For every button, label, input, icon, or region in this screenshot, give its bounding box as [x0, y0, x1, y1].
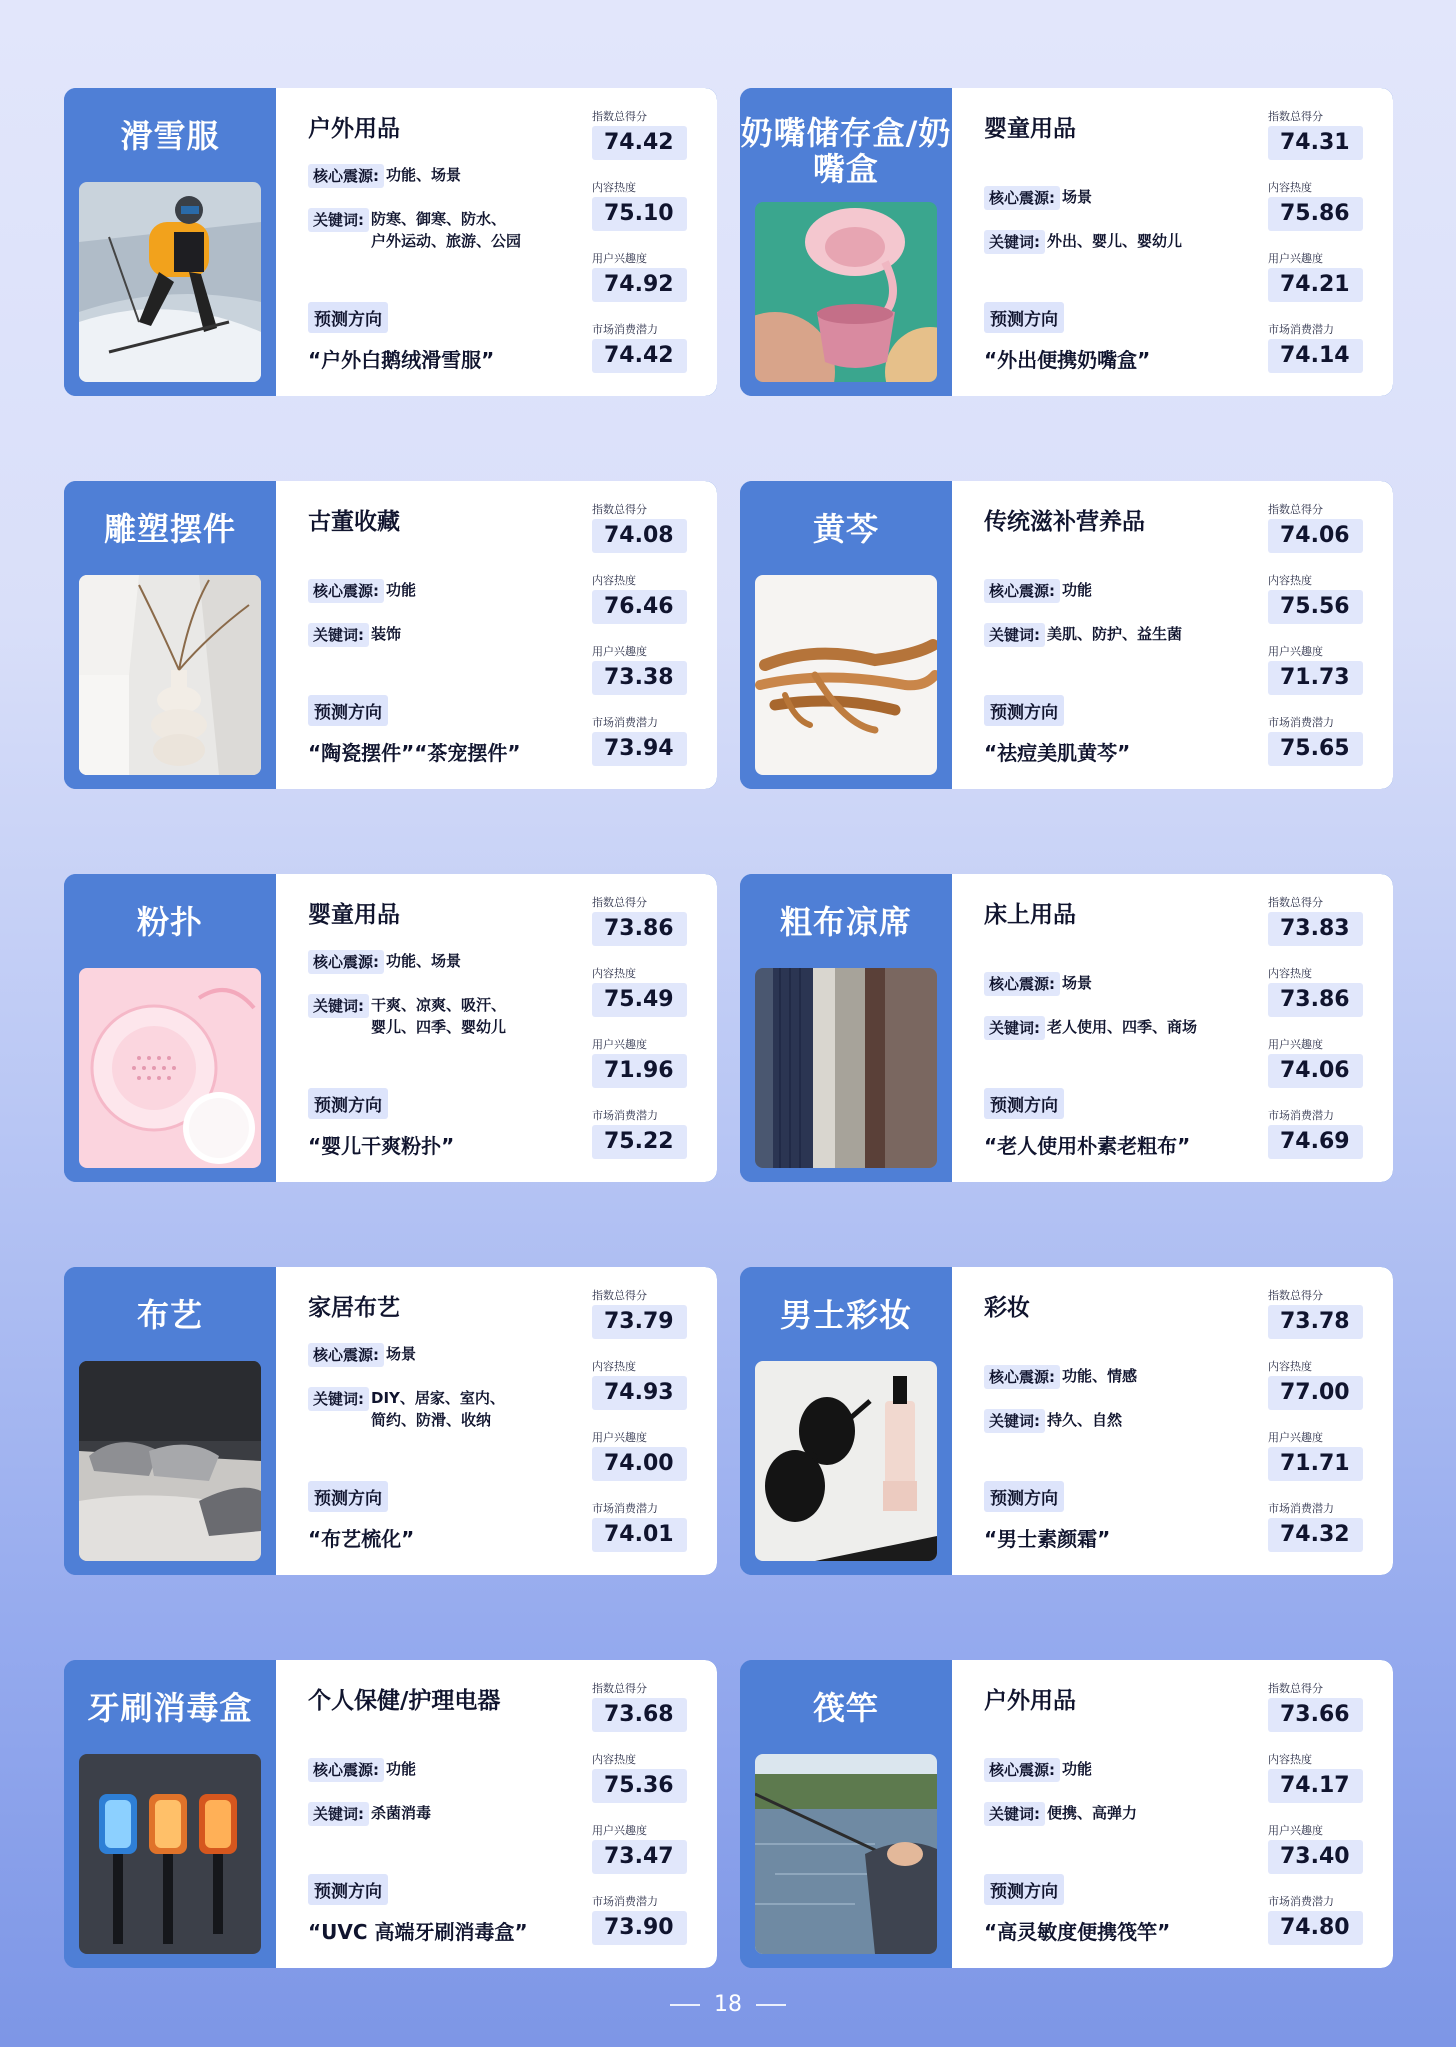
score-total: 74.42 — [592, 126, 687, 160]
score-label-interest: 用户兴趣度 — [1268, 1038, 1323, 1051]
trend-card — [740, 874, 1393, 1182]
score-label-content: 内容热度 — [1268, 1753, 1312, 1766]
industry-name: 古董收藏 — [308, 509, 400, 535]
card-right-panel — [952, 1267, 1393, 1575]
category-title: 布艺 — [136, 1296, 203, 1334]
core-source-row — [308, 164, 461, 188]
prediction-text: “婴儿干爽粉扑” — [308, 1134, 455, 1158]
prediction-label: 预测方向 — [984, 1481, 1064, 1512]
score-label-total: 指数总得分 — [1268, 896, 1323, 909]
keywords-row — [984, 1802, 1137, 1826]
score-label-total: 指数总得分 — [592, 110, 647, 123]
score-user-interest: 73.40 — [1268, 1840, 1363, 1874]
prediction-label: 预测方向 — [308, 1088, 388, 1119]
core-source-tag: 核心震源: — [984, 972, 1060, 996]
category-title: 牙刷消毒盒 — [87, 1689, 253, 1727]
trend-card — [740, 1267, 1393, 1575]
score-label-content: 内容热度 — [592, 1360, 636, 1373]
industry-name: 婴童用品 — [308, 902, 400, 928]
score-user-interest: 73.47 — [592, 1840, 687, 1874]
card-left-panel — [740, 481, 952, 789]
pacifier-box-photo — [755, 202, 937, 382]
vase-photo — [79, 575, 261, 775]
core-source-tag: 核心震源: — [984, 579, 1060, 603]
score-label-total: 指数总得分 — [592, 1289, 647, 1302]
keywords-value: 防寒、御寒、防水、 户外运动、旅游、公园 — [371, 210, 522, 250]
score-column — [1268, 1289, 1378, 1573]
score-total: 74.31 — [1268, 126, 1363, 160]
core-source-value: 场景 — [386, 1345, 417, 1363]
card-right-panel — [276, 1660, 717, 1968]
score-market-potential: 74.42 — [592, 339, 687, 373]
keywords-value: 装饰 — [371, 625, 402, 643]
score-column — [592, 896, 702, 1180]
core-source-row — [984, 1758, 1092, 1782]
prediction-label: 预测方向 — [308, 695, 388, 726]
score-label-market: 市场消费潜力 — [592, 1109, 658, 1122]
trend-card — [64, 874, 717, 1182]
score-label-content: 内容热度 — [592, 1753, 636, 1766]
card-right-panel — [952, 1660, 1393, 1968]
core-source-row — [984, 186, 1092, 210]
industry-name: 床上用品 — [984, 902, 1076, 928]
card-right-panel — [952, 481, 1393, 789]
prediction-label: 预测方向 — [984, 1088, 1064, 1119]
score-label-market: 市场消费潜力 — [592, 716, 658, 729]
trend-card — [64, 1660, 717, 1968]
score-label-content: 内容热度 — [1268, 1360, 1312, 1373]
core-source-value: 功能、情感 — [1062, 1367, 1138, 1385]
core-source-row — [984, 972, 1092, 996]
score-label-market: 市场消费潜力 — [592, 1895, 658, 1908]
card-left-panel — [740, 88, 952, 396]
keywords-tag: 关键词: — [984, 623, 1045, 647]
card-left-panel — [64, 481, 276, 789]
trend-card — [64, 1267, 717, 1575]
category-title: 滑雪服 — [120, 117, 220, 155]
page-footer — [0, 1990, 1456, 2020]
keywords-value: 老人使用、四季、商场 — [1047, 1018, 1198, 1036]
category-title: 粗布凉席 — [779, 903, 912, 941]
score-label-interest: 用户兴趣度 — [1268, 252, 1323, 265]
page-number: 18 — [714, 1992, 742, 2017]
score-total: 73.83 — [1268, 912, 1363, 946]
keywords-row — [308, 994, 506, 1038]
score-label-total: 指数总得分 — [1268, 110, 1323, 123]
card-left-panel — [64, 874, 276, 1182]
industry-name: 彩妆 — [984, 1295, 1030, 1321]
score-content-heat: 75.86 — [1268, 197, 1363, 231]
core-source-row — [308, 579, 416, 603]
score-column — [1268, 896, 1378, 1180]
card-left-panel — [740, 1660, 952, 1968]
score-content-heat: 76.46 — [592, 590, 687, 624]
score-market-potential: 74.32 — [1268, 1518, 1363, 1552]
core-source-value: 功能 — [386, 581, 417, 599]
footer-dash-right — [756, 2004, 786, 2006]
score-label-interest: 用户兴趣度 — [592, 645, 647, 658]
category-title: 奶嘴储存盒/奶嘴盒 — [740, 114, 952, 188]
card-right-panel — [952, 88, 1393, 396]
score-content-heat: 75.10 — [592, 197, 687, 231]
keywords-tag: 关键词: — [984, 1016, 1045, 1040]
score-total: 73.78 — [1268, 1305, 1363, 1339]
score-content-heat: 75.56 — [1268, 590, 1363, 624]
score-content-heat: 74.93 — [592, 1376, 687, 1410]
score-column — [592, 1682, 702, 1966]
keywords-tag: 关键词: — [984, 1409, 1045, 1433]
prediction-text: “UVC 高端牙刷消毒盒” — [308, 1920, 528, 1944]
score-label-market: 市场消费潜力 — [1268, 323, 1334, 336]
core-source-tag: 核心震源: — [984, 186, 1060, 210]
keywords-row — [984, 1016, 1197, 1040]
industry-name: 传统滋补营养品 — [984, 509, 1145, 535]
score-label-interest: 用户兴趣度 — [592, 1431, 647, 1444]
industry-name: 家居布艺 — [308, 1295, 400, 1321]
score-content-heat: 74.17 — [1268, 1769, 1363, 1803]
keywords-tag: 关键词: — [984, 230, 1045, 254]
score-total: 73.79 — [592, 1305, 687, 1339]
score-user-interest: 74.21 — [1268, 268, 1363, 302]
keywords-tag: 关键词: — [308, 994, 369, 1018]
industry-name: 户外用品 — [984, 1688, 1076, 1714]
prediction-label: 预测方向 — [984, 302, 1064, 333]
trend-card — [64, 88, 717, 396]
prediction-label: 预测方向 — [984, 695, 1064, 726]
core-source-tag: 核心震源: — [984, 1365, 1060, 1389]
score-user-interest: 74.92 — [592, 268, 687, 302]
industry-name: 户外用品 — [308, 116, 400, 142]
prediction-text: “户外白鹅绒滑雪服” — [308, 348, 495, 372]
card-left-panel — [64, 1267, 276, 1575]
score-label-content: 内容热度 — [592, 181, 636, 194]
keywords-value: 外出、婴儿、婴幼儿 — [1047, 232, 1183, 250]
score-total: 73.66 — [1268, 1698, 1363, 1732]
keywords-row — [984, 230, 1182, 254]
score-label-interest: 用户兴趣度 — [592, 1038, 647, 1051]
industry-name: 个人保健/护理电器 — [308, 1688, 501, 1714]
score-user-interest: 74.00 — [592, 1447, 687, 1481]
keywords-row — [984, 623, 1182, 647]
core-source-value: 功能、场景 — [386, 166, 462, 184]
sunglasses-photo — [755, 1361, 937, 1561]
trend-card — [64, 481, 717, 789]
card-right-panel — [952, 874, 1393, 1182]
prediction-text: “外出便携奶嘴盒” — [984, 348, 1151, 372]
herb-root-photo — [755, 575, 937, 775]
trend-card — [740, 1660, 1393, 1968]
prediction-label: 预测方向 — [308, 1481, 388, 1512]
card-right-panel — [276, 88, 717, 396]
category-title: 筏竿 — [812, 1689, 879, 1727]
category-title: 黄芩 — [812, 510, 879, 548]
core-source-row — [308, 950, 461, 974]
keywords-row — [308, 1387, 505, 1431]
card-right-panel — [276, 874, 717, 1182]
keywords-value: 杀菌消毒 — [371, 1804, 432, 1822]
score-label-total: 指数总得分 — [592, 896, 647, 909]
prediction-text: “陶瓷摆件”“茶宠摆件” — [308, 741, 521, 765]
score-label-total: 指数总得分 — [1268, 1289, 1323, 1302]
keywords-tag: 关键词: — [984, 1802, 1045, 1826]
score-label-total: 指数总得分 — [592, 503, 647, 516]
core-source-value: 功能 — [386, 1760, 417, 1778]
score-total: 73.86 — [592, 912, 687, 946]
score-label-market: 市场消费潜力 — [1268, 1895, 1334, 1908]
score-column — [1268, 110, 1378, 394]
core-source-tag: 核心震源: — [308, 1758, 384, 1782]
powder-puff-photo — [79, 968, 261, 1168]
core-source-row — [984, 579, 1092, 603]
bedroom-photo — [79, 1361, 261, 1561]
keywords-value: 美肌、防护、益生菌 — [1047, 625, 1183, 643]
score-label-market: 市场消费潜力 — [1268, 716, 1334, 729]
score-column — [1268, 1682, 1378, 1966]
core-source-tag: 核心震源: — [308, 1343, 384, 1367]
core-source-row — [984, 1365, 1137, 1389]
score-label-interest: 用户兴趣度 — [1268, 1824, 1323, 1837]
prediction-text: “祛痘美肌黄芩” — [984, 741, 1131, 765]
core-source-value: 功能 — [1062, 581, 1093, 599]
keywords-value: 持久、自然 — [1047, 1411, 1123, 1429]
core-source-tag: 核心震源: — [308, 950, 384, 974]
keywords-row — [308, 208, 521, 252]
card-left-panel — [740, 874, 952, 1182]
keywords-value: 干爽、凉爽、吸汗、 婴儿、四季、婴幼儿 — [371, 996, 507, 1036]
keywords-tag: 关键词: — [308, 623, 369, 647]
score-label-market: 市场消费潜力 — [1268, 1502, 1334, 1515]
core-source-row — [308, 1343, 416, 1367]
score-user-interest: 71.73 — [1268, 661, 1363, 695]
score-market-potential: 74.14 — [1268, 339, 1363, 373]
score-label-content: 内容热度 — [592, 967, 636, 980]
prediction-label: 预测方向 — [308, 1874, 388, 1905]
core-source-value: 功能、场景 — [386, 952, 462, 970]
score-label-content: 内容热度 — [1268, 967, 1312, 980]
score-label-total: 指数总得分 — [1268, 1682, 1323, 1695]
core-source-value: 功能 — [1062, 1760, 1093, 1778]
core-source-value: 场景 — [1062, 188, 1093, 206]
score-user-interest: 71.96 — [592, 1054, 687, 1088]
score-total: 73.68 — [592, 1698, 687, 1732]
keywords-row — [984, 1409, 1122, 1433]
score-total: 74.08 — [592, 519, 687, 553]
card-right-panel — [276, 1267, 717, 1575]
score-market-potential: 73.90 — [592, 1911, 687, 1945]
score-label-content: 内容热度 — [1268, 574, 1312, 587]
score-total: 74.06 — [1268, 519, 1363, 553]
score-label-content: 内容热度 — [592, 574, 636, 587]
score-column — [1268, 503, 1378, 787]
score-label-interest: 用户兴趣度 — [1268, 645, 1323, 658]
industry-name: 婴童用品 — [984, 116, 1076, 142]
keywords-tag: 关键词: — [308, 1802, 369, 1826]
card-left-panel — [64, 1660, 276, 1968]
core-source-tag: 核心震源: — [308, 579, 384, 603]
score-label-market: 市场消费潜力 — [592, 323, 658, 336]
score-label-interest: 用户兴趣度 — [1268, 1431, 1323, 1444]
trend-card — [740, 88, 1393, 396]
score-label-market: 市场消费潜力 — [1268, 1109, 1334, 1122]
card-left-panel — [740, 1267, 952, 1575]
skier-photo — [79, 182, 261, 382]
keywords-tag: 关键词: — [308, 208, 369, 232]
keywords-value: DIY、居家、室内、 简约、防滑、收纳 — [371, 1389, 505, 1429]
keywords-value: 便携、高弹力 — [1047, 1804, 1138, 1822]
footer-dash-left — [670, 2004, 700, 2006]
prediction-text: “老人使用朴素老粗布” — [984, 1134, 1191, 1158]
fabric-photo — [755, 968, 937, 1168]
prediction-text: “高灵敏度便携筏竿” — [984, 1920, 1171, 1944]
keywords-row — [308, 1802, 431, 1826]
category-title: 粉扑 — [136, 903, 203, 941]
score-content-heat: 73.86 — [1268, 983, 1363, 1017]
core-source-tag: 核心震源: — [984, 1758, 1060, 1782]
score-market-potential: 73.94 — [592, 732, 687, 766]
score-label-interest: 用户兴趣度 — [592, 1824, 647, 1837]
score-label-total: 指数总得分 — [592, 1682, 647, 1695]
score-label-market: 市场消费潜力 — [592, 1502, 658, 1515]
score-label-total: 指数总得分 — [1268, 503, 1323, 516]
uv-sterilizer-photo — [79, 1754, 261, 1954]
score-column — [592, 1289, 702, 1573]
score-content-heat: 77.00 — [1268, 1376, 1363, 1410]
prediction-text: “布艺梳化” — [308, 1527, 415, 1551]
card-left-panel — [64, 88, 276, 396]
score-content-heat: 75.49 — [592, 983, 687, 1017]
category-title: 男士彩妆 — [779, 1296, 912, 1334]
card-right-panel — [276, 481, 717, 789]
core-source-tag: 核心震源: — [308, 164, 384, 188]
prediction-label: 预测方向 — [984, 1874, 1064, 1905]
keywords-row — [308, 623, 401, 647]
score-market-potential: 75.65 — [1268, 732, 1363, 766]
score-column — [592, 503, 702, 787]
score-user-interest: 74.06 — [1268, 1054, 1363, 1088]
score-user-interest: 73.38 — [592, 661, 687, 695]
prediction-text: “男士素颜霜” — [984, 1527, 1111, 1551]
core-source-row — [308, 1758, 416, 1782]
score-content-heat: 75.36 — [592, 1769, 687, 1803]
core-source-value: 场景 — [1062, 974, 1093, 992]
score-market-potential: 75.22 — [592, 1125, 687, 1159]
score-market-potential: 74.01 — [592, 1518, 687, 1552]
score-user-interest: 71.71 — [1268, 1447, 1363, 1481]
trend-card — [740, 481, 1393, 789]
score-label-interest: 用户兴趣度 — [592, 252, 647, 265]
score-column — [592, 110, 702, 394]
category-title: 雕塑摆件 — [103, 510, 236, 548]
score-market-potential: 74.69 — [1268, 1125, 1363, 1159]
fishing-photo — [755, 1754, 937, 1954]
score-market-potential: 74.80 — [1268, 1911, 1363, 1945]
score-label-content: 内容热度 — [1268, 181, 1312, 194]
prediction-label: 预测方向 — [308, 302, 388, 333]
keywords-tag: 关键词: — [308, 1387, 369, 1411]
